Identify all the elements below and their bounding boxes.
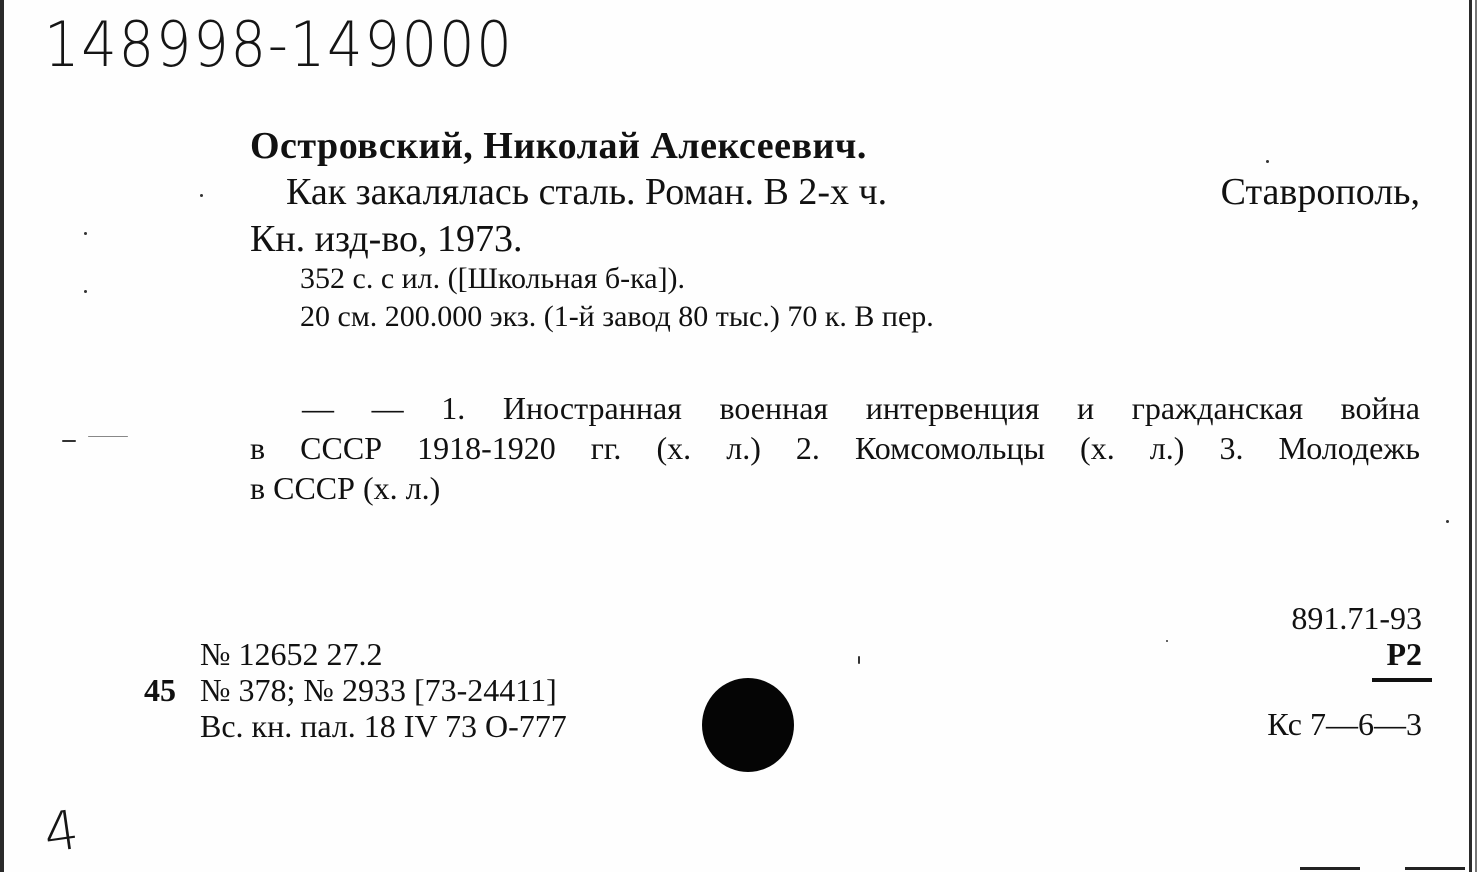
- book-chamber-record: Вс. кн. пал. 18 IV 73 О-777: [200, 708, 567, 744]
- handwritten-inventory-range: 148998-149000: [44, 8, 514, 81]
- subject-headings: [250, 388, 1420, 508]
- card-right-edge-inner: [1475, 0, 1477, 872]
- speck: [1166, 640, 1168, 642]
- subject-line: — — 1. Иностранная военная интервенция и гражданская война: [302, 390, 1420, 426]
- publication-place: Ставрополь,: [1220, 171, 1420, 213]
- speck: [1266, 160, 1269, 163]
- card-count: 45: [144, 672, 176, 708]
- punch-hole: [702, 678, 794, 772]
- shelf-mark-underline: [1372, 678, 1432, 682]
- subject-line: в СССР 1918-1920 гг. (х. л.) 2. Комсомольцы (х. л.) 3. Молодежь: [250, 430, 1420, 466]
- subject-line: в СССР (х. л.): [250, 470, 441, 506]
- speck: [88, 436, 128, 437]
- record-number: № 12652 27.2: [200, 636, 383, 672]
- collation-line: 352 с. с ил. ([Школьная б-ка]).: [300, 262, 686, 295]
- speck: [200, 194, 203, 197]
- card-right-edge: [1469, 0, 1472, 872]
- physical-description: 20 см. 200.000 экз. (1-й завод 80 тыс.) 70 к. В пер.: [300, 300, 934, 333]
- speck: [84, 232, 87, 235]
- publisher-statement: Кн. изд-во, 1973.: [250, 218, 523, 260]
- record-references: № 378; № 2933 [73-24411]: [200, 672, 557, 708]
- shelf-mark: Р2: [1386, 636, 1422, 672]
- speck: [858, 656, 860, 664]
- handwritten-mark: 4: [39, 797, 83, 866]
- author-heading: Островский, Николай Алексеевич.: [250, 125, 867, 167]
- bottom-edge-mark: [1405, 867, 1465, 870]
- title-statement: Как закалялась сталь. Роман. В 2-х ч.: [286, 171, 888, 213]
- card-left-edge: [0, 0, 4, 872]
- speck: [62, 440, 76, 442]
- speck: [1446, 520, 1449, 523]
- classification-number: 891.71-93: [1291, 600, 1422, 636]
- speck: [84, 290, 87, 293]
- bottom-edge-mark: [1300, 867, 1360, 870]
- author-mark: Кс 7—6—3: [1267, 706, 1422, 742]
